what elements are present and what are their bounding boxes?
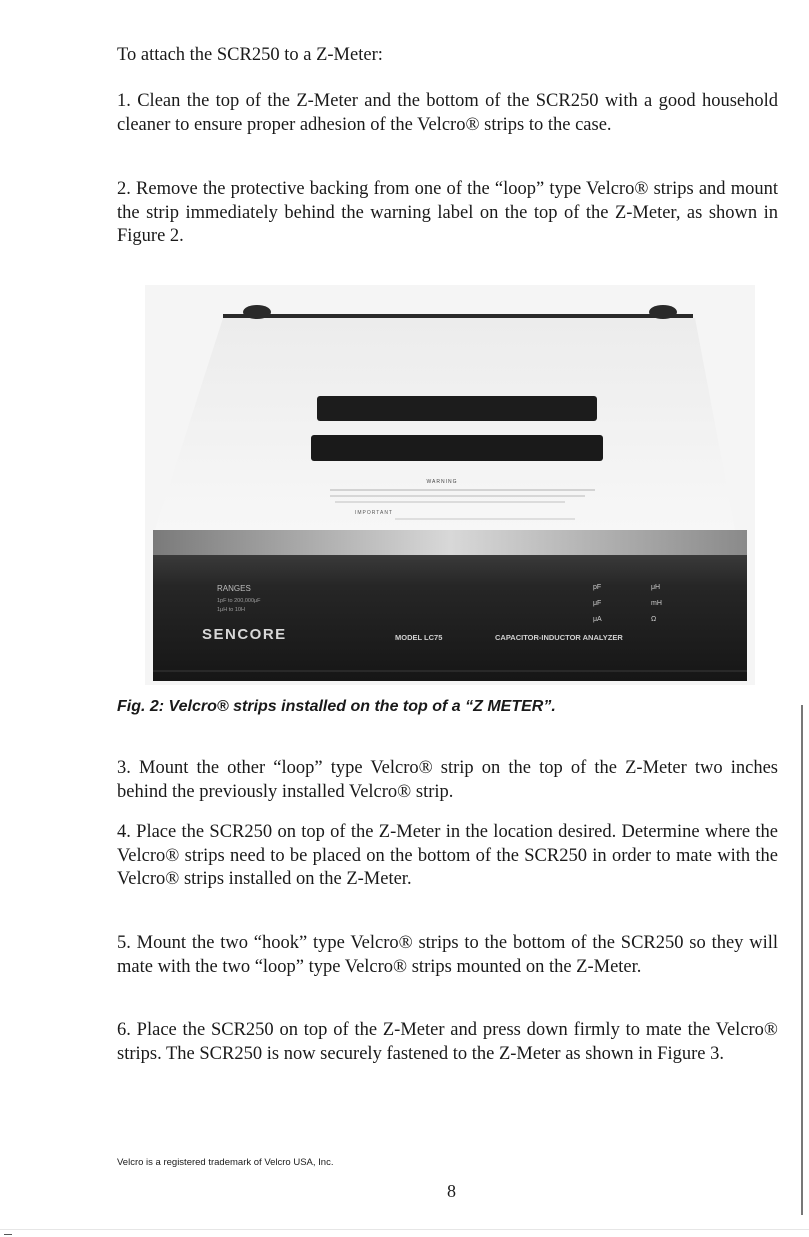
meter-front-panel xyxy=(153,555,747,681)
corner-mark xyxy=(4,1234,12,1235)
unit-ohm: Ω xyxy=(651,616,657,623)
meter-front-lip xyxy=(153,530,747,558)
handle-right-foot xyxy=(649,305,677,319)
step-5: 5. Mount the two “hook” type Velcro® strips to the bottom of the SCR250 so they will mate with the two “loop” type Velcro® strips mounted on the Z-Meter. xyxy=(117,933,778,977)
step-6: 6. Place the SCR250 on top of the Z-Meter and press down firmly to mate the Velcro® strips. The SCR250 is now securely fastened to the Z-Meter as shown in Figure 3. xyxy=(117,1020,778,1064)
figure-caption: Fig. 2: Velcro® strips installed on the top of a “Z METER”. xyxy=(117,698,556,715)
range-1: 1pF to 200,000μF xyxy=(217,598,261,604)
handle-left-foot xyxy=(243,305,271,319)
step-2: 2. Remove the protective backing from one of the “loop” type Velcro® strips and mount the strip immediately behind the warning label on the top of the Z-Meter, as shown in Figure 2. xyxy=(117,179,778,246)
warning-label-important: IMPORTANT xyxy=(355,510,393,516)
bottom-rule xyxy=(0,1229,809,1230)
figure-2-photo xyxy=(145,285,755,685)
unit-mh: mH xyxy=(651,600,662,607)
step-3: 3. Mount the other “loop” type Velcro® strip on the top of the Z-Meter two inches behind the previously installed Velcro® strip. xyxy=(117,758,778,802)
velcro-strip-rear xyxy=(317,396,597,421)
unit-uh: μH xyxy=(651,584,661,591)
sencore-logo: SENCORE xyxy=(202,626,287,643)
instructions-heading: To attach the SCR250 to a Z-Meter: xyxy=(117,45,383,65)
ranges-label: RANGES xyxy=(217,584,251,593)
z-meter-photo xyxy=(145,285,755,685)
handle-rod xyxy=(223,314,693,318)
step-1: 1. Clean the top of the Z-Meter and the bottom of the SCR250 with a good household cleaner to ensure proper adhesion of the Velcro® strips to the case. xyxy=(117,91,778,135)
trademark-note: Velcro is a registered trademark of Velcro USA, Inc. xyxy=(117,1157,334,1168)
page-number: 8 xyxy=(447,1181,456,1201)
unit-uf: μF xyxy=(593,600,602,607)
page-edge-line xyxy=(801,705,803,1215)
step-4: 4. Place the SCR250 on top of the Z-Meter in the location desired. Determine where the Velcro® strips need to be placed on the bottom of the SCR250 in order to mate with the Velcro® strips installed on the Z-Meter. xyxy=(117,822,778,889)
unit-ua: μA xyxy=(593,616,602,623)
velcro-strip-front xyxy=(311,435,603,461)
product-label: CAPACITOR-INDUCTOR ANALYZER xyxy=(495,633,623,642)
unit-pf: pF xyxy=(593,584,602,591)
warning-label-title: WARNING xyxy=(426,479,458,485)
range-2: 1μH to 10H xyxy=(217,607,245,613)
model-label: MODEL LC75 xyxy=(395,633,443,642)
meter-top-surface xyxy=(155,318,735,530)
